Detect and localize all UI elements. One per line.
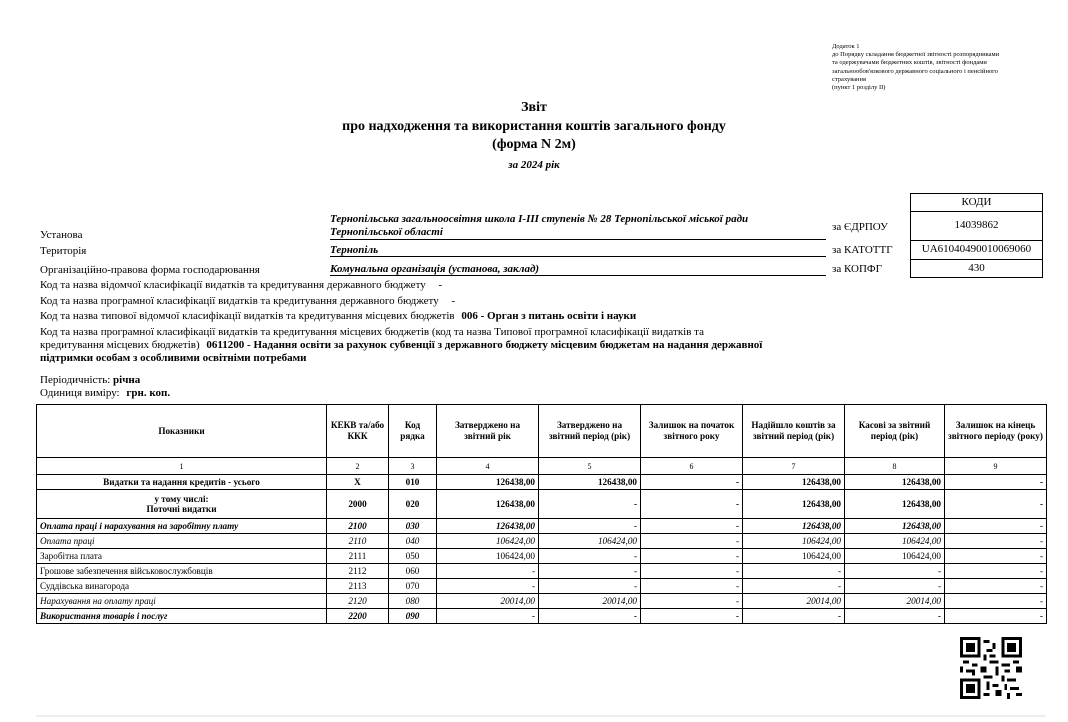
- qr-code: [960, 637, 1022, 699]
- dept-state-line: [40, 279, 442, 291]
- row-name: Оплата праці і нарахування на заробітну плату: [37, 519, 327, 534]
- kopfg-label: за КОПФГ: [832, 263, 882, 275]
- row-name: Грошове забезпечення військовослужбовців: [37, 564, 327, 579]
- territory-label: Територія: [40, 245, 87, 257]
- dept-state-value: -: [438, 279, 443, 291]
- dept-state-label: Код та назва відомчої класифікації видатків та кредитування державного бюджету: [40, 279, 426, 291]
- row-c5: -: [539, 609, 641, 624]
- row-c5: -: [539, 519, 641, 534]
- row-c9: -: [945, 549, 1047, 564]
- typ-dept-line: [40, 310, 636, 322]
- unit-value: грн. коп.: [126, 387, 171, 399]
- row-code: 030: [389, 519, 437, 534]
- row-c6: -: [641, 564, 743, 579]
- row-c4: 126438,00: [437, 519, 539, 534]
- periodicity-label: Періодичність:: [40, 374, 111, 386]
- annex-line: та одержувачами бюджетних коштів, звітності фондами: [832, 59, 987, 67]
- row-c9: -: [945, 609, 1047, 624]
- col-number: 3: [389, 458, 437, 475]
- row-c8: 106424,00: [845, 534, 945, 549]
- katottg-code: UA61040490010069060: [910, 241, 1043, 260]
- institution-label: Установа: [40, 229, 83, 241]
- row-code: 070: [389, 579, 437, 594]
- prog-local-label: кредитування місцевих бюджетів): [40, 339, 200, 351]
- table-header-row: [37, 405, 1047, 458]
- col-number: 6: [641, 458, 743, 475]
- col-header: Показники: [37, 405, 327, 458]
- row-c9: -: [945, 475, 1047, 490]
- typ-dept-label: Код та назва типової відомчої класифікації видатків та кредитування місцевих бюджетів: [40, 310, 455, 322]
- report-title: Звіт: [521, 100, 547, 115]
- typ-dept-value: 006 - Орган з питань освіти і науки: [461, 310, 637, 322]
- row-c6: -: [641, 534, 743, 549]
- col-header: Затверджено на звітний рік: [437, 405, 539, 458]
- row-kekv: 2200: [327, 609, 389, 624]
- row-name: Використання товарів і послуг: [37, 609, 327, 624]
- row-name: Видатки та надання кредитів - усього: [37, 475, 327, 490]
- row-code: 060: [389, 564, 437, 579]
- territory-value: Тернопіль: [330, 244, 826, 257]
- prog-state-label: Код та назва програмної класифікації видатків та кредитування державного бюджету: [40, 295, 439, 307]
- institution-value: [330, 213, 826, 240]
- row-c8: -: [845, 564, 945, 579]
- col-number: 2: [327, 458, 389, 475]
- row-c5: 106424,00: [539, 534, 641, 549]
- row-c7: -: [743, 564, 845, 579]
- prog-local-value: 0611200 - Надання освіти за рахунок субвенції з державного бюджету місцевим бюджетам на надання державної: [206, 339, 763, 351]
- report-table: [36, 404, 1047, 624]
- table-row: [37, 490, 1047, 519]
- col-number: 9: [945, 458, 1047, 475]
- row-code: 090: [389, 609, 437, 624]
- row-c5: -: [539, 490, 641, 519]
- row-name-line: у тому числі:: [154, 494, 209, 504]
- row-c7: 126438,00: [743, 490, 845, 519]
- row-kekv: 2113: [327, 579, 389, 594]
- col-number: 5: [539, 458, 641, 475]
- col-number: 7: [743, 458, 845, 475]
- row-c8: -: [845, 609, 945, 624]
- col-header: КЕКВ та/або ККК: [327, 405, 389, 458]
- periodicity: [40, 374, 140, 386]
- row-c4: -: [437, 579, 539, 594]
- col-number: 8: [845, 458, 945, 475]
- row-name: Нарахування на оплату праці: [37, 594, 327, 609]
- row-code: 010: [389, 475, 437, 490]
- row-c8: 126438,00: [845, 475, 945, 490]
- row-kekv: 2110: [327, 534, 389, 549]
- row-c7: 126438,00: [743, 475, 845, 490]
- row-c6: -: [641, 579, 743, 594]
- table-row: [37, 594, 1047, 609]
- col-header: Затверджено на звітний період (рік): [539, 405, 641, 458]
- row-c6: -: [641, 609, 743, 624]
- prog-state-line: [40, 295, 455, 307]
- row-c6: -: [641, 549, 743, 564]
- row-kekv: 2000: [327, 490, 389, 519]
- row-code: 080: [389, 594, 437, 609]
- prog-state-value: -: [451, 295, 456, 307]
- row-c6: -: [641, 594, 743, 609]
- annex-line: (пункт 1 розділу II): [832, 84, 886, 92]
- annex-line: загальнообов'язкового державного соціального і пенсійного: [832, 67, 998, 75]
- edrpou-label: за ЄДРПОУ: [832, 221, 888, 233]
- row-c5: -: [539, 564, 641, 579]
- row-c7: 126438,00: [743, 519, 845, 534]
- row-c7: 20014,00: [743, 594, 845, 609]
- row-c5: 126438,00: [539, 475, 641, 490]
- orgform-value: Комунальна організація (установа, заклад): [330, 263, 826, 276]
- row-c7: -: [743, 579, 845, 594]
- row-c9: -: [945, 519, 1047, 534]
- row-c8: 126438,00: [845, 490, 945, 519]
- report-subtitle: про надходження та використання коштів загального фонду: [342, 119, 726, 134]
- col-number: 1: [37, 458, 327, 475]
- col-header: Касові за звітний період (рік): [845, 405, 945, 458]
- row-name-line: Поточні видатки: [146, 504, 217, 514]
- row-c8: 106424,00: [845, 549, 945, 564]
- row-c5: -: [539, 579, 641, 594]
- prog-local-block: [40, 326, 762, 365]
- edrpou-code: 14039862: [910, 212, 1043, 241]
- codes-header: КОДИ: [910, 193, 1043, 212]
- annex-note: [832, 43, 1047, 92]
- row-c4: 126438,00: [437, 475, 539, 490]
- periodicity-value: річна: [113, 374, 141, 386]
- institution-value-line: Тернопільська загальноосвітня школа І-ІІІ ступенів № 28 Тернопільської міської ради: [330, 213, 749, 225]
- row-c9: -: [945, 594, 1047, 609]
- row-kekv: 2111: [327, 549, 389, 564]
- row-c6: -: [641, 490, 743, 519]
- footer-divider: [36, 715, 1046, 717]
- row-c4: 126438,00: [437, 490, 539, 519]
- col-header: Надійшло коштів за звітний період (рік): [743, 405, 845, 458]
- col-header: Залишок на кінець звітного періоду (року): [945, 405, 1047, 458]
- row-c9: -: [945, 564, 1047, 579]
- row-c4: 106424,00: [437, 534, 539, 549]
- row-c9: -: [945, 490, 1047, 519]
- orgform-label: Організаційно-правова форма господарювання: [40, 264, 260, 276]
- table-row: [37, 519, 1047, 534]
- col-header: Код рядка: [389, 405, 437, 458]
- row-c8: 126438,00: [845, 519, 945, 534]
- report-form: (форма N 2м): [492, 137, 576, 152]
- row-c6: -: [641, 475, 743, 490]
- row-c4: -: [437, 564, 539, 579]
- katottg-label: за КАТОТТГ: [832, 244, 893, 256]
- table-row: [37, 475, 1047, 490]
- row-c9: -: [945, 534, 1047, 549]
- col-number: 4: [437, 458, 539, 475]
- row-c4: 106424,00: [437, 549, 539, 564]
- table-row: [37, 534, 1047, 549]
- annex-line: до Порядку складання бюджетної звітності розпорядниками: [832, 51, 1000, 59]
- row-c8: -: [845, 579, 945, 594]
- kopfg-code: 430: [910, 260, 1043, 278]
- unit-label: Одиниця виміру:: [40, 387, 120, 399]
- row-c7: 106424,00: [743, 534, 845, 549]
- row-kekv: 2100: [327, 519, 389, 534]
- row-c6: -: [641, 519, 743, 534]
- row-c7: 106424,00: [743, 549, 845, 564]
- annex-line: страхування: [832, 75, 867, 83]
- row-kekv: 2120: [327, 594, 389, 609]
- unit: [40, 387, 170, 399]
- row-code: 020: [389, 490, 437, 519]
- row-code: 050: [389, 549, 437, 564]
- row-kekv: X: [327, 475, 389, 490]
- row-name: Суддівська винагорода: [37, 579, 327, 594]
- row-c9: -: [945, 579, 1047, 594]
- row-name: [37, 490, 327, 519]
- row-c5: -: [539, 549, 641, 564]
- institution-value-line: Тернопільської області: [330, 226, 443, 238]
- row-c8: 20014,00: [845, 594, 945, 609]
- row-c7: -: [743, 609, 845, 624]
- row-code: 040: [389, 534, 437, 549]
- table-row: [37, 609, 1047, 624]
- prog-local-value: підтримки особам з особливими освітніми потребами: [40, 352, 307, 364]
- row-c4: -: [437, 609, 539, 624]
- row-name: Оплата праці: [37, 534, 327, 549]
- col-header: Залишок на початок звітного року: [641, 405, 743, 458]
- table-row: [37, 564, 1047, 579]
- prog-local-label: Код та назва програмної класифікації видатків та кредитування місцевих бюджетів (код та назва Типової програмної класифікації видатків та: [40, 326, 704, 338]
- row-name: Заробітна плата: [37, 549, 327, 564]
- report-year: за 2024 рік: [508, 159, 560, 171]
- annex-line: Додаток 1: [832, 43, 860, 50]
- table-row: [37, 579, 1047, 594]
- row-kekv: 2112: [327, 564, 389, 579]
- row-c4: 20014,00: [437, 594, 539, 609]
- column-number-row: [37, 458, 1047, 475]
- row-c5: 20014,00: [539, 594, 641, 609]
- table-row: [37, 549, 1047, 564]
